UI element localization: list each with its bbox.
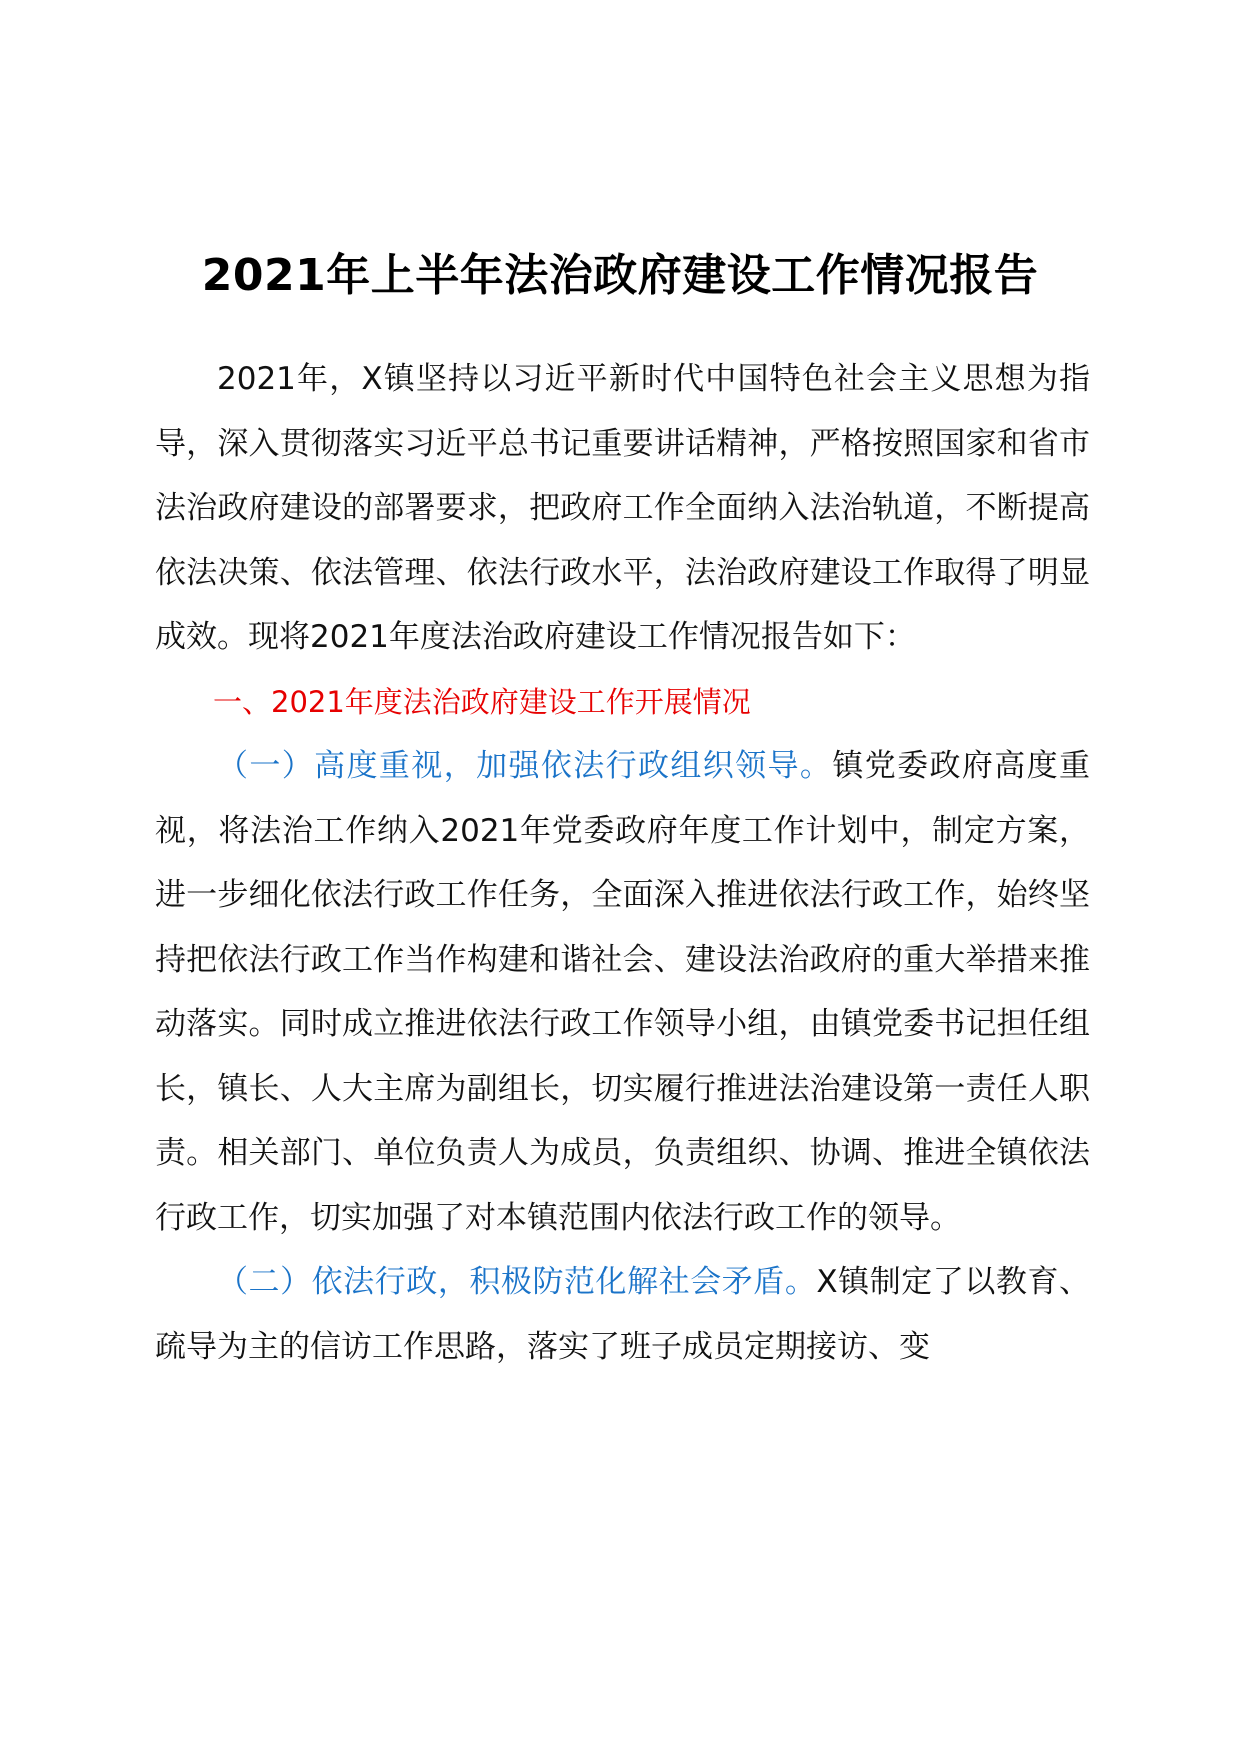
subsection-paragraph-2 (155, 1250, 1090, 1379)
subsection-text-2: X镇制定了以教育、疏导为主的信访工作思路，落实了班子成员定期接访、变 (155, 1264, 1090, 1365)
subsection-text-1: 镇党委政府高度重视，将法治工作纳入2021年党委政府年度工作计划中，制定方案，进一步细化依法行政工作任务，全面深入推进依法行政工作，始终坚持把依法行政工作当作构建和谐社会、建设法治政府的重大举措来推动落实。同时成立推进依法行政工作领导小组，由镇党委书记担任组长，镇长、人大主席为副组长，切实履行推进法治建设第一责任人职责。相关部门、单位负责人为成员，负责组织、协调、推进全镇依法行政工作，切实加强了对本镇范围内依法行政工作的领导。 (155, 748, 1091, 1236)
subsection-heading-2: （二）依法行政，积极防范化解社会矛盾。 (217, 1264, 817, 1300)
subsection-paragraph-1 (155, 734, 1090, 1250)
document-body (155, 347, 1090, 1379)
document-title: 2021年上半年法治政府建设工作情况报告 (201, 250, 1039, 301)
subsection-heading-1: （一）高度重视，加强依法行政组织领导。 (217, 748, 833, 784)
section-heading-1: 一、2021年度法治政府建设工作开展情况 (213, 684, 751, 719)
intro-paragraph: 2021年，X镇坚持以习近平新时代中国特色社会主义思想为指导，深入贯彻落实习近平总书记重要讲话精神，严格按照国家和省市法治政府建设的部署要求，把政府工作全面纳入法治轨道，不断提高依法决策、依法管理、依法行政水平，法治政府建设工作取得了明显成效。现将2021年度法治政府建设工作情况报告如下： (155, 361, 1090, 655)
